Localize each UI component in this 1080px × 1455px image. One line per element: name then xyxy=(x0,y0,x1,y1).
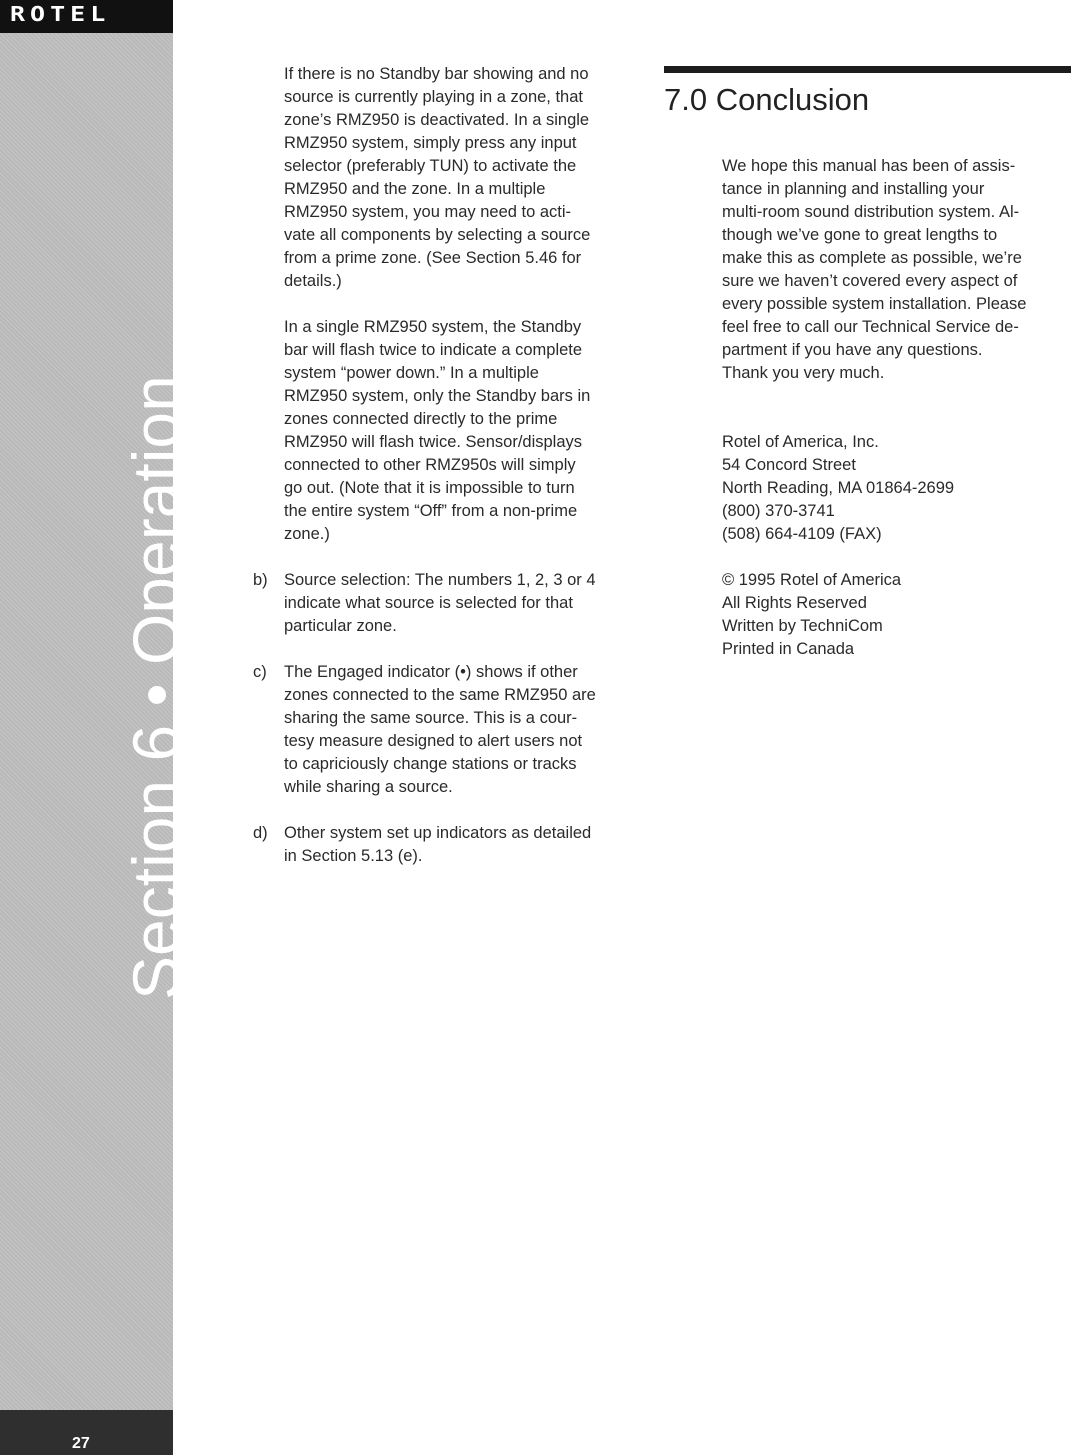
text-line: while sharing a source. xyxy=(284,778,453,796)
text-line: selector (preferably TUN) to activate the xyxy=(284,157,577,175)
text-line: RMZ950 system, simply press any input xyxy=(284,134,577,152)
list-text xyxy=(284,569,639,638)
text-line: Source selection: The numbers 1, 2, 3 or 4 xyxy=(284,571,596,589)
text-line: from a prime zone. (See Section 5.46 for xyxy=(284,249,582,267)
text-line: Written by TechniCom xyxy=(722,617,883,635)
text-line: The Engaged indicator (•) shows if other xyxy=(284,663,578,681)
text-line: North Reading, MA 01864-2699 xyxy=(722,479,955,497)
text-line: to capriciously change stations or tracks xyxy=(284,755,577,773)
text-line: vate all components by selecting a source xyxy=(284,226,591,244)
text-line: zone.) xyxy=(284,525,330,543)
text-line: Thank you very much. xyxy=(722,364,885,382)
company-address xyxy=(722,431,1077,546)
list-item-c xyxy=(253,661,653,799)
text-line: Printed in Canada xyxy=(722,640,855,658)
text-line: RMZ950 and the zone. In a multiple xyxy=(284,180,546,198)
text-line: sharing the same source. This is a cour- xyxy=(284,709,578,727)
text-line: We hope this manual has been of assis- xyxy=(722,157,1016,175)
text-line: zone’s RMZ950 is deactivated. In a single xyxy=(284,111,590,129)
text-line: indicate what source is selected for that xyxy=(284,594,573,612)
text-line: All Rights Reserved xyxy=(722,594,867,612)
text-line: bar will flash twice to indicate a complete xyxy=(284,341,583,359)
text-line: Other system set up indicators as detailed xyxy=(284,824,592,842)
section-title: Section 6 • Operation xyxy=(119,375,193,1000)
paragraph-standby-deactivated xyxy=(284,63,653,293)
conclusion-heading: 7.0 Conclusion xyxy=(664,82,870,117)
text-line: partment if you have any questions. xyxy=(722,341,983,359)
text-line: RMZ950 will flash twice. Sensor/displays xyxy=(284,433,583,451)
text-line: details.) xyxy=(284,272,342,290)
text-line: (800) 370-3741 xyxy=(722,502,835,520)
page-number: 27 xyxy=(72,1435,90,1452)
text-line: source is currently playing in a zone, that xyxy=(284,88,583,106)
paragraph-power-down xyxy=(284,316,653,546)
copyright-credits xyxy=(722,569,1077,661)
right-column xyxy=(722,155,1077,684)
text-line: though we’ve gone to great lengths to xyxy=(722,226,998,244)
text-line: feel free to call our Technical Service de- xyxy=(722,318,1019,336)
text-line: in Section 5.13 (e). xyxy=(284,847,423,865)
list-letter: c) xyxy=(253,663,267,681)
text-line: Rotel of America, Inc. xyxy=(722,433,879,451)
text-line: every possible system installation. Please xyxy=(722,295,1027,313)
text-line: RMZ950 system, only the Standby bars in xyxy=(284,387,591,405)
text-line: multi-room sound distribution system. Al- xyxy=(722,203,1020,221)
text-line: particular zone. xyxy=(284,617,397,635)
text-line: make this as complete as possible, we’re xyxy=(722,249,1022,267)
list-letter: d) xyxy=(253,824,268,842)
text-line: If there is no Standby bar showing and no xyxy=(284,65,589,83)
list-item-b xyxy=(253,569,653,638)
text-line: go out. (Note that it is impossible to turn xyxy=(284,479,575,497)
list-item-d xyxy=(253,822,653,868)
text-line: the entire system “Off” from a non-prime xyxy=(284,502,578,520)
text-line: connected to other RMZ950s will simply xyxy=(284,456,576,474)
left-column xyxy=(253,63,653,891)
list-text xyxy=(284,822,639,868)
text-line: © 1995 Rotel of America xyxy=(722,571,902,589)
rotel-logo: ROTEL xyxy=(10,2,111,26)
text-line: (508) 664-4109 (FAX) xyxy=(722,525,882,543)
text-line: system “power down.” In a multiple xyxy=(284,364,539,382)
text-line: 54 Concord Street xyxy=(722,456,856,474)
section-sidebar xyxy=(0,0,193,1455)
brand-bar xyxy=(0,0,173,33)
text-line: tance in planning and installing your xyxy=(722,180,985,198)
text-line: In a single RMZ950 system, the Standby xyxy=(284,318,582,336)
text-line: sure we haven’t covered every aspect of xyxy=(722,272,1018,290)
text-line: zones connected directly to the prime xyxy=(284,410,558,428)
text-line: tesy measure designed to alert users not xyxy=(284,732,583,750)
conclusion-body xyxy=(722,155,1077,385)
list-letter: b) xyxy=(253,571,268,589)
list-text xyxy=(284,661,639,799)
text-line: zones connected to the same RMZ950 are xyxy=(284,686,596,704)
text-line: RMZ950 system, you may need to acti- xyxy=(284,203,572,221)
heading-rule xyxy=(664,66,1071,73)
